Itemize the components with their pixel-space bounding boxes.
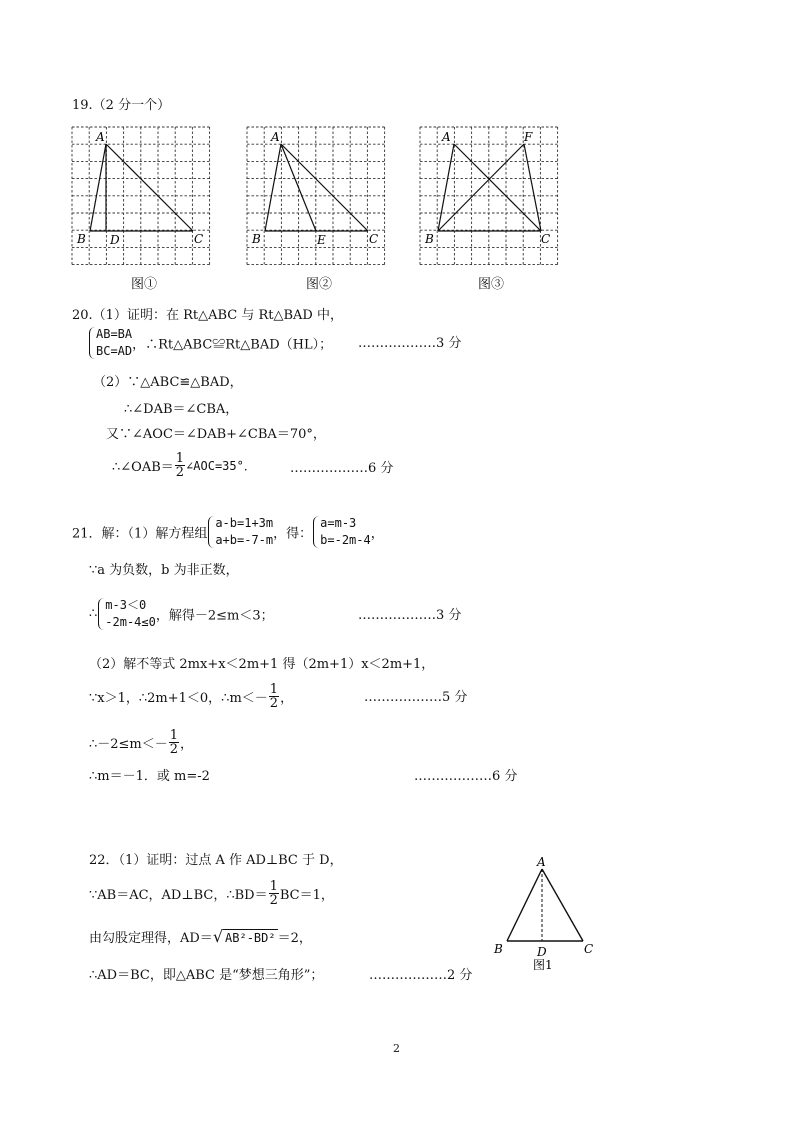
q20-line-3: （2）∵△ABC≌△BAD， — [93, 375, 243, 390]
equation-row: AB=BA — [96, 327, 133, 341]
score-mark: ………………3 分 — [358, 336, 462, 351]
equation-row: a=m-3 — [320, 516, 357, 530]
denominator: 2 — [169, 742, 179, 757]
label-d: D — [110, 233, 120, 247]
q21-line-2: ∵a 为负数，b 为非正数， — [89, 563, 239, 578]
q22-line-1: 22．（1）证明：过点 A 作 AD⊥BC 于 D， — [89, 853, 343, 868]
q19-header: 19.（2 分一个） — [72, 98, 171, 113]
label-a: A — [96, 130, 105, 144]
equation-row: -2m-4≤0 — [105, 615, 156, 629]
text: ∴－2≤m＜－ — [89, 737, 168, 752]
label-b: B — [252, 232, 261, 246]
denominator: 2 — [269, 696, 279, 711]
text: ＝2， — [277, 931, 312, 946]
q22-line-2 — [89, 880, 334, 907]
text: ∴∠OAB＝ — [112, 460, 174, 475]
figure-caption: 图1 — [533, 958, 553, 972]
label-a: A — [537, 855, 546, 869]
label-c: C — [369, 232, 379, 246]
q21-line-5 — [89, 683, 293, 710]
denominator: 2 — [269, 893, 278, 908]
label-c: C — [541, 232, 551, 246]
text: ∵x＞1，∴2m+1＜0，∴m＜－ — [89, 691, 268, 706]
text: ∠AOC=35°． — [186, 459, 256, 473]
q20-line-2-text: ，∴Rt△ABC≌Rt△BAD（HL）； — [132, 337, 333, 353]
text: ∵AB＝AC，AD⊥BC，∴BD＝ — [89, 888, 268, 903]
text: BC＝1， — [279, 888, 334, 903]
q20-line-4: ∴∠DAB＝∠CBA， — [124, 402, 239, 417]
label-d: D — [537, 945, 547, 959]
q21-line-4: （2）解不等式 2mx+x＜2m+1 得（2m+1）x＜2m+1， — [89, 657, 435, 672]
equation-row: b=-2m-4 — [320, 533, 371, 547]
numerator: 1 — [169, 728, 179, 743]
denominator: 2 — [175, 465, 185, 480]
q21-line-3 — [89, 597, 274, 631]
text: 由勾股定理得，AD＝ — [89, 931, 213, 946]
label-f: F — [524, 130, 533, 144]
label-c: C — [584, 942, 594, 956]
triangles-figure-3 — [438, 144, 541, 231]
triangle-figure-2 — [265, 144, 368, 231]
score-mark: ………………2 分 — [369, 968, 473, 983]
q22-line-4: ∴AD＝BC，即△ABC 是“梦想三角形”； — [89, 968, 324, 983]
sqrt-content: AB²-BD² — [225, 931, 276, 945]
score-mark: ………………3 分 — [358, 608, 462, 623]
fraction — [169, 729, 179, 756]
equation-row: m-3＜0 — [105, 598, 147, 612]
text: ，解得－2≤m＜3； — [155, 608, 274, 624]
text: ，得： — [273, 526, 313, 542]
figure-3-caption: 图③ — [478, 277, 505, 292]
grid-figure-1 — [70, 125, 212, 270]
q21-line-1 — [72, 515, 384, 549]
q20-line-1: 20.（1）证明：在 Rt△ABC 与 Rt△BAD 中， — [72, 308, 343, 323]
numerator: 1 — [175, 451, 185, 466]
label-b: B — [425, 232, 434, 246]
label-e: E — [317, 233, 326, 247]
text: ∴ — [89, 606, 98, 622]
q21-line-7: ∴m＝－1．或 m=-2 — [89, 769, 210, 784]
equation-row: a+b=-7-m — [215, 533, 274, 547]
text: ， — [280, 691, 294, 706]
figure-2-caption: 图② — [306, 277, 333, 292]
equation-system — [97, 597, 156, 631]
grid-figure-2 — [245, 125, 387, 270]
score-mark: ………………6 分 — [414, 769, 518, 784]
text: ， — [370, 526, 384, 542]
label-b: B — [494, 942, 503, 956]
label-a: A — [271, 130, 280, 144]
q20-line-5: 又∵∠AOC＝∠DAB+∠CBA＝70°， — [106, 427, 326, 442]
q20-line-6 — [112, 452, 256, 479]
fraction — [269, 880, 279, 907]
equation-system — [312, 515, 371, 549]
fraction — [269, 683, 279, 710]
page-number: 2 — [393, 1042, 400, 1055]
grid-figure-3 — [418, 125, 560, 270]
score-mark: ………………6 分 — [290, 461, 394, 476]
triangle-figure-1 — [90, 144, 193, 231]
equation-row: BC=AD — [96, 344, 133, 358]
label-b: B — [77, 232, 86, 246]
numerator: 1 — [269, 682, 279, 697]
fraction — [175, 452, 185, 479]
sqrt-sign: √ — [212, 927, 224, 946]
numerator: 1 — [269, 879, 278, 894]
q22-line-3 — [89, 929, 312, 947]
triangle-figure-q22 — [486, 852, 606, 977]
figure-1-caption: 图① — [131, 277, 158, 292]
equation-system — [88, 326, 132, 360]
score-mark: ………………5 分 — [364, 690, 468, 705]
label-a: A — [442, 130, 451, 144]
text: ， — [180, 737, 194, 752]
equation-row: a-b=1+3m — [215, 516, 274, 530]
q21-line-6 — [89, 729, 193, 756]
text: 21．解：（1）解方程组 — [72, 526, 208, 542]
label-c: C — [194, 232, 204, 246]
q20-line-2 — [88, 326, 332, 360]
equation-system — [207, 515, 273, 549]
